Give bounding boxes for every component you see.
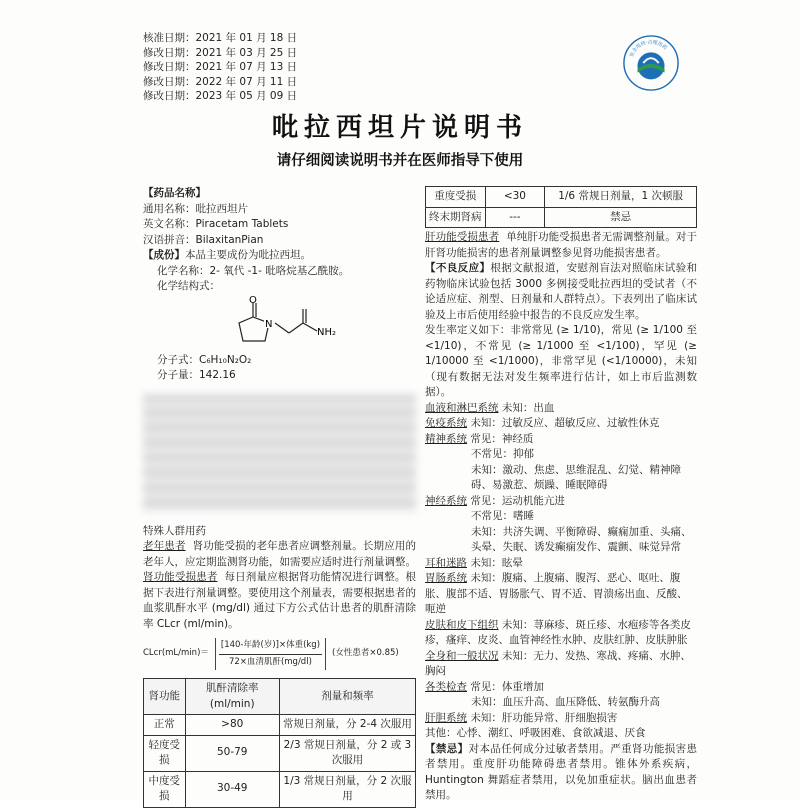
system-name: 肝胆系统 (425, 711, 467, 724)
system-item (425, 711, 697, 727)
table-cell: 重度受损 (426, 187, 486, 208)
table-row (144, 735, 416, 771)
table-row (144, 715, 416, 736)
table-cell: 终末期肾病 (426, 207, 486, 228)
table-cell: 1/6 常规日剂量，1 次顿服 (545, 187, 697, 208)
hepatic-text: 单纯肝功能受损患者无需调整剂量。对于肝肾功能损害的患者剂量调整参见肾功能损害患者。 (425, 231, 698, 259)
structure-nh2: NH₂ (317, 326, 337, 338)
table-header: 肌酐清除率 (ml/min) (185, 679, 279, 715)
system-line: 未知：血压升高、血压降低、转氨酶升高 (471, 696, 660, 708)
revision-date: 修改日期：2022 年 07 月 11 日 (143, 75, 298, 88)
composition-text: 本品主要成份为吡拉西坦。 (185, 249, 311, 261)
system-item (425, 416, 697, 432)
page-title: 吡拉西坦片说明书 (271, 113, 528, 143)
table-row (144, 771, 416, 807)
table-header: 肾功能 (144, 679, 186, 715)
table-cell: 禁忌 (545, 207, 697, 228)
system-item (425, 401, 697, 417)
table-cell: 中度受损 (144, 771, 186, 807)
elderly-text: 肾功能受损的老年患者应调整剂量。长期应用的老年人，应定期监测肾功能，如需要应适时进行剂量调整。 (143, 540, 416, 568)
table-cell: 轻度受损 (144, 735, 186, 771)
system-item (425, 432, 697, 494)
system-line: 未知：共济失调、平衡障碍、癫痫加重、头痛、头晕、失眠、诱发癫痫发作、震颤、味觉异常 (471, 525, 692, 553)
approval-date: 核准日期：2021 年 01 月 18 日 (143, 32, 298, 44)
system-name: 精神系统 (425, 432, 467, 445)
adverse-heading: 【不良反应】 (425, 262, 491, 274)
pinyin-name: 汉语拼音：BilaxitanPian (143, 233, 264, 246)
system-line: 不常见：抑郁 (471, 448, 534, 460)
drug-name-heading: 【药品名称】 (143, 187, 206, 199)
structure-label: 化学结构式： (157, 280, 220, 292)
mw-label: 分子量： (157, 369, 199, 381)
left-column (143, 186, 416, 808)
elderly-heading: 老年患者 (143, 540, 186, 552)
table-cell: <30 (485, 187, 545, 208)
renal-dosage-table (143, 678, 416, 808)
table-header: 剂量和频率 (279, 679, 415, 715)
structure-o: O (249, 294, 257, 306)
safe-medication-logo (622, 34, 680, 92)
table-header-row (144, 679, 416, 715)
redacted-region (143, 394, 416, 512)
table-cell: --- (485, 207, 545, 228)
special-population-heading: 特殊人群用药 (143, 524, 206, 537)
contraindication-heading: 【禁忌】 (425, 742, 469, 755)
clcr-denominator: 72×血清肌酐(mg/dl) (229, 656, 312, 667)
table-cell: >80 (185, 715, 279, 736)
chemical-name: 化学名称：2- 氧代 -1- 吡咯烷基乙酰胺。 (157, 264, 350, 277)
system-line: 未知：出血 (501, 401, 555, 414)
revision-date: 修改日期：2021 年 03 月 25 日 (143, 46, 298, 59)
system-name: 全身和一般状况 (425, 649, 499, 662)
clcr-fraction (215, 638, 326, 670)
system-name: 免疫系统 (425, 417, 467, 429)
clcr-lhs: CLcr(mL/min)＝ (143, 648, 209, 659)
table-row (426, 207, 697, 228)
system-item (425, 649, 697, 680)
renal-text: 每日剂量应根据肾功能情况进行调整。根据下表进行剂量调整。要使用这个剂量表，需要根据患者的血浆肌酐水平 (mg/dl) 通过下方公式估计患者的肌酐清除率 CLcr (ml/min)。 (143, 571, 416, 630)
system-item (425, 494, 697, 556)
contraindication-text: 对本品任何成分过敏者禁用。严重肾功能损害患者禁用。重度肝功能障碍患者禁用。锥体外系疾病，Huntington 舞蹈症者禁用，以免加重症状。脑出血患者禁用。 (425, 742, 698, 801)
system-line: 常见：运动机能亢进 (470, 494, 565, 507)
renal-dosage-table-continued (425, 186, 697, 228)
table-cell: 30-49 (185, 771, 279, 807)
logo-text: 安全用药·合理用药 (629, 40, 668, 59)
hepatic-heading: 肝功能受损患者 (425, 231, 500, 243)
table-cell: 1/3 常规日剂量，分 2 次服用 (279, 771, 415, 807)
system-line: 未知：激动、焦虑、思维混乱、幻觉、精神障碍、易激惹、烦躁、睡眠障碍 (471, 463, 681, 491)
system-line: 不常见：嗜睡 (471, 510, 534, 522)
table-cell: 正常 (144, 715, 186, 736)
table-row (426, 187, 697, 208)
right-column (425, 186, 697, 804)
other-reactions: 其他：心悸、潮红、呼吸困难、食欲减退、厌食 (425, 727, 646, 739)
revision-date: 修改日期：2023 年 05 月 09 日 (143, 90, 298, 102)
system-line: 常见：神经质 (470, 432, 534, 445)
chemical-structure (223, 295, 373, 353)
system-name: 血液和淋巴系统 (425, 401, 499, 414)
system-name: 胃肠系统 (425, 572, 467, 584)
system-name: 神经系统 (425, 494, 467, 507)
generic-name: 通用名称：吡拉西坦片 (143, 202, 248, 215)
structure-n: N (265, 318, 273, 330)
composition-heading: 【成份】 (143, 249, 185, 261)
system-line: 未知：荨麻疹、斑丘疹、水疱疹等各类皮疹，瘙痒、皮炎、血管神经性水肿、皮肤红肿、皮肤肿胀 (425, 618, 691, 646)
frequency-definition: 发生率定义如下：非常常见 (≥ 1/10)，常见 (≥ 1/100 至 <1/10)，不常见 (≥ 1/1000 至 <1/100)，罕见 (≥ 1/10000 至 <1/1000)，非常罕见 (<1/10000)，未知（现有数据无法对发生频率进行估计，如上市后监测数据）。 (425, 324, 697, 398)
system-item (425, 618, 697, 649)
revision-date: 修改日期：2021 年 07 月 13 日 (143, 61, 298, 73)
revision-dates (143, 31, 297, 104)
system-list (425, 401, 697, 727)
table-cell: 50-79 (185, 735, 279, 771)
system-line: 未知：腹痛、上腹痛、腹泻、恶心、呕吐、腹胀、腹部不适、胃肠胀气、胃不适、胃溃疡出血、反酸、呃逆 (425, 572, 688, 615)
molecular-formula: C₆H₁₀N₂O₂ (199, 353, 252, 366)
clcr-numerator: [140-年龄(岁)]×体重(kg) (219, 638, 322, 655)
system-item (425, 556, 697, 572)
adverse-text: 根据文献报道，安慰剂盲法对照临床试验和药物临床试验包括 3000 多例接受吡拉西坦的受试者（不论适应症、剂型、日剂量和人群特点）。下表列出了临床试验及上市后使用经验中报告的不良反应发生率。 (425, 262, 697, 321)
table-cell: 常规日剂量，分 2-4 次服用 (279, 715, 415, 736)
system-line: 常见：体重增加 (470, 680, 544, 693)
system-item (425, 571, 697, 618)
clcr-formula (143, 638, 416, 670)
system-item (425, 680, 697, 711)
english-name: 英文名称：Piracetam Tablets (143, 218, 289, 230)
table-cell: 2/3 常规日剂量，分 2 或 3 次服用 (279, 735, 415, 771)
system-line: 未知：无力、发热、寒战、疼痛、水肿、胸闷 (425, 649, 691, 677)
page-subtitle: 请仔细阅读说明书并在医师指导下使用 (276, 153, 524, 169)
system-name: 耳和迷路 (425, 556, 467, 569)
molecular-weight: 142.16 (199, 369, 236, 381)
renal-heading: 肾功能受损患者 (143, 571, 218, 583)
clcr-female-note: (女性患者×0.85) (332, 648, 399, 659)
system-name: 各类检查 (425, 680, 467, 693)
system-name: 皮肤和皮下组织 (425, 618, 499, 631)
formula-label: 分子式： (157, 353, 199, 366)
system-line: 未知：肝功能异常、肝细胞损害 (470, 711, 618, 724)
system-line: 未知：过敏反应、超敏反应、过敏性休克 (470, 417, 660, 429)
system-line: 未知：眩晕 (470, 556, 523, 569)
